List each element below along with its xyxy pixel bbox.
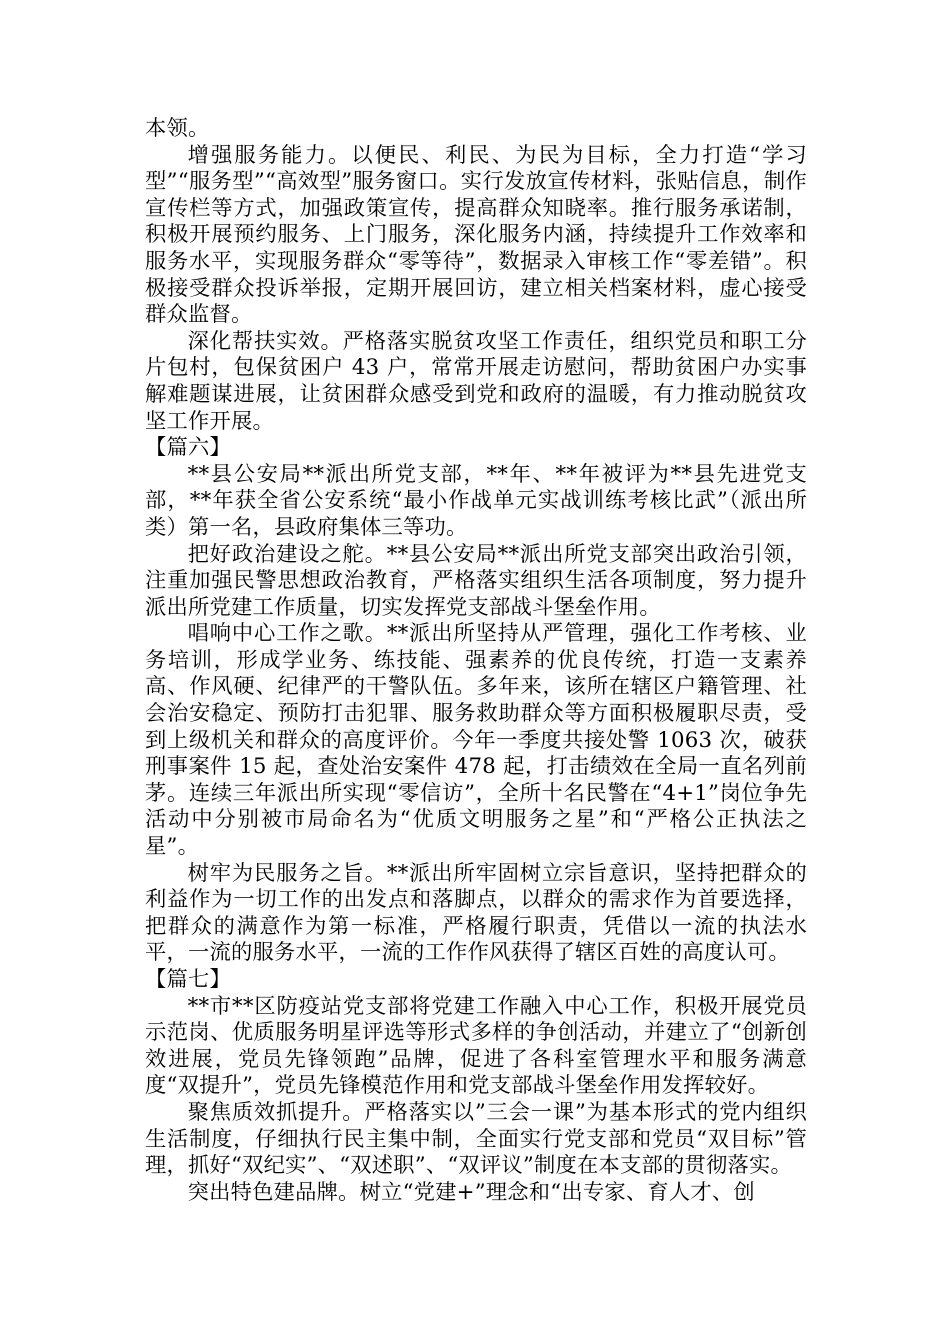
paragraph-police-branch-intro: **县公安局**派出所党支部，**年、**年被评为**县先进党支部，**年获全省公安系统“最小作战单元实战训练考核比武”（派出所类）第一名，县政府集体三等功。 (145, 461, 807, 540)
paragraph-1: 本领。 (145, 116, 210, 141)
paragraph-quality-efficiency: 聚焦质效抓提升。严格落实以”三会一课”为基本形式的党内组织生活制度，仔细执行民主集中制，全面实行党支部和党员“双目标”管理，抓好“双纪实”、“双述职”、“双评议”制度在本支部的贯彻落实。 (145, 1099, 807, 1179)
section-heading-7: 【篇七】 (145, 967, 231, 992)
paragraph-serve-people: 树牢为民服务之旨。**派出所牢固树立宗旨意识，坚持把群众的利益作为一切工作的出发点和落脚点，以群众的需求作为首要选择，把群众的满意作为第一标准，严格履行职责，凭借以一流的执法水平，一流的服务水平，一流的工作作风获得了辖区百姓的高度认可。 (145, 860, 807, 966)
paragraph-brand-building: 突出特色建品牌。树立“党建+”理念和“出专家、育人才、创 (187, 1179, 755, 1205)
section-heading-6: 【篇六】 (145, 435, 231, 461)
document-page (145, 116, 807, 1206)
paragraph-poverty-assistance: 深化帮扶实效。严格落实脱贫攻坚工作责任，组织党员和职工分片包村，包保贫困户 43 户，常常开展走访慰问，帮助贫困户办实事解难题谋进展，让贫困群众感受到党和政府的温暖，有力推动脱贫攻坚工作开展。 (145, 328, 807, 434)
paragraph-epidemic-station-intro: **市**区防疫站党支部将党建工作融入中心工作，积极开展党员示范岗、优质服务明星评选等形式多样的争创活动，并建立了“创新创效进展，党员先锋领跑”品牌，促进了各科室管理水平和服务满意度“双提升”，党员先锋模范作用和党支部战斗堡垒作用发挥较好。 (145, 993, 807, 1099)
paragraph-central-work: 唱响中心工作之歌。**派出所坚持从严管理，强化工作考核、业务培训，形成学业务、练技能、强素养的优良传统，打造一支素养高、作风硬、纪律严的干警队伍。多年来，该所在辖区户籍管理、社会治安稳定、预防打击犯罪、服务救助群众等方面积极履职尽责，受到上级机关和群众的高度评价。今年一季度共接处警 1063 次，破获刑事案件 15 起，查处治安案件 478 起，打击绩效在全局一直名列前茅。连续三年派出所实现“零信访”，全所十名民警在“4+1”岗位争先活动中分别被市局命名为“优质文明服务之星”和“严格公正执法之星”。 (145, 621, 807, 860)
paragraph-service-capacity: 增强服务能力。以便民、利民、为民为目标，全力打造“学习型”“服务型”“高效型”服务窗口。实行发放宣传材料，张贴信息，制作宣传栏等方式，加强政策宣传，提高群众知晓率。推行服务承诺制，积极开展预约服务、上门服务，深化服务内涵，持续提升工作效率和服务水平，实现服务群众“零等待”，数据录入审核工作“零差错”。积极接受群众投诉举报，定期开展回访，建立相关档案材料，虚心接受群众监督。 (145, 142, 807, 328)
paragraph-political-building: 把好政治建设之舵。**县公安局**派出所党支部突出政治引领，注重加强民警思想政治教育，严格落实组织生活各项制度，努力提升派出所党建工作质量，切实发挥党支部战斗堡垒作用。 (145, 541, 807, 620)
